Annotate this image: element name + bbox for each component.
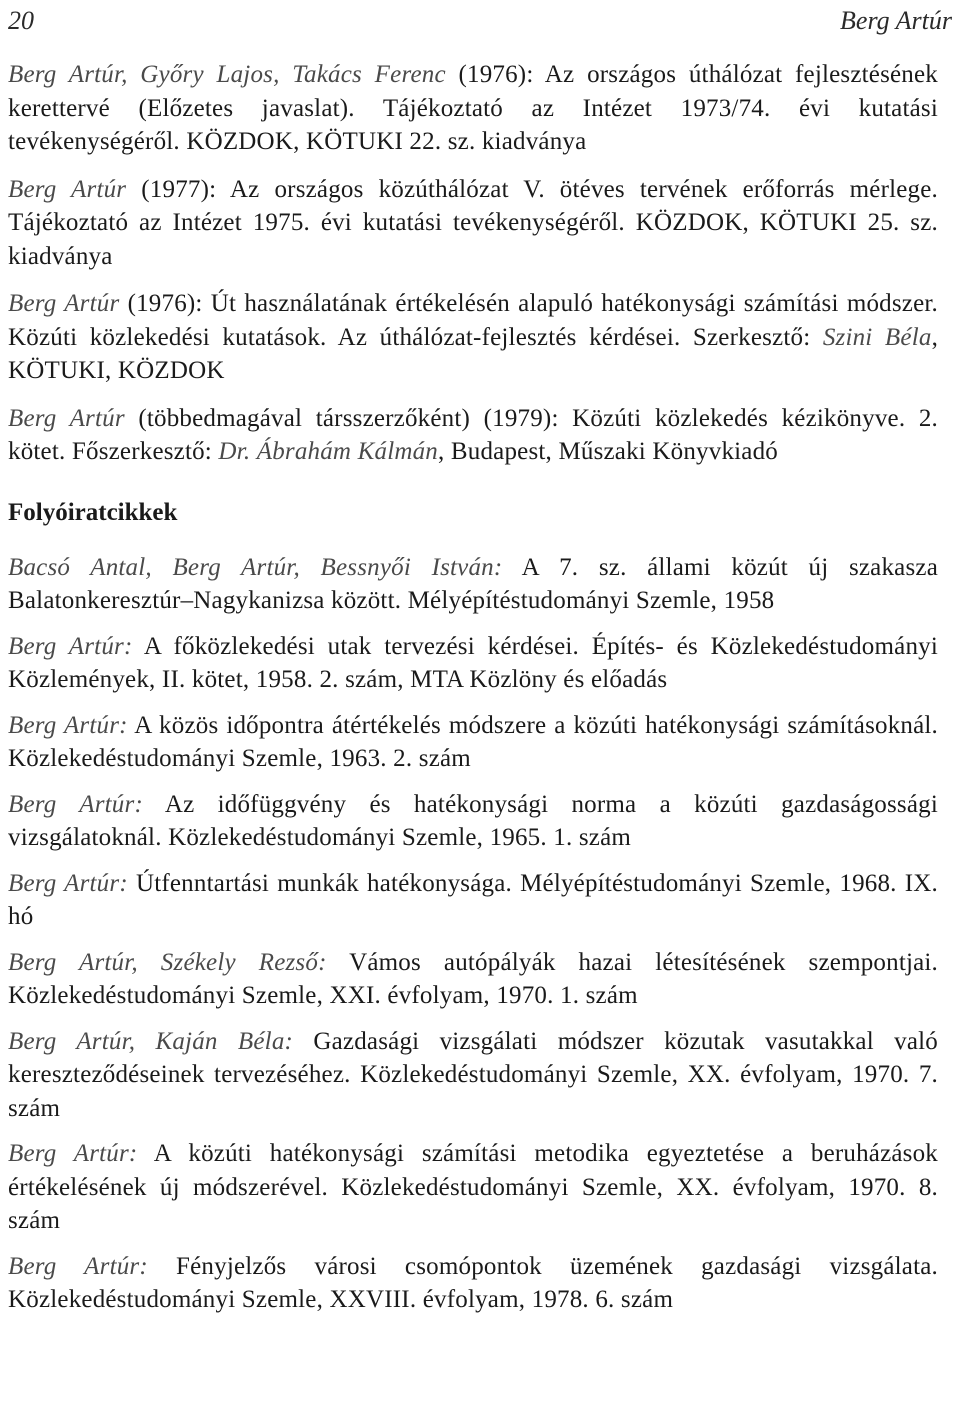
- bibliography-entry: [8, 1250, 938, 1317]
- bibliography-entry: [8, 287, 938, 388]
- entry-text: (1976): Út használatának értékelésén alapuló hatékonysági számítási módszer. Közúti közlekedési kutatások. Az úthálózat-fejlesztés kérdései. Szerkesztő:: [8, 290, 938, 351]
- bibliography-entry: [8, 630, 938, 697]
- entry-editor: Szini Béla: [822, 323, 932, 351]
- entry-editor: Dr. Ábrahám Kálmán: [218, 438, 438, 465]
- running-header: [8, 6, 952, 46]
- entry-authors: Berg Artúr:: [8, 869, 128, 897]
- bibliography-entry: [8, 946, 938, 1013]
- entry-text: (többedmagával társszerzőként) (1979): Közúti közlekedés kézikönyve. 2. kötet. Főszerkesztő:: [8, 404, 938, 465]
- bibliography: [8, 58, 938, 1329]
- bibliography-entry: [8, 173, 938, 274]
- entry-authors: Berg Artúr:: [8, 711, 128, 739]
- bibliography-entry: [8, 1025, 938, 1126]
- entry-authors: Berg Artúr:: [8, 1252, 148, 1280]
- bibliography-entry: [8, 709, 938, 776]
- entry-authors: Berg Artúr:: [8, 1140, 138, 1167]
- entry-authors: Berg Artúr:: [8, 632, 133, 660]
- entry-authors: Berg Artúr, Győry Lajos, Takács Ferenc: [8, 61, 446, 88]
- page-number: 20: [8, 6, 34, 35]
- entry-authors: Bacsó Antal, Berg Artúr, Bessnyői István:: [8, 553, 503, 581]
- entry-text: (1977): Az országos közúthálózat V. ötéves tervének erőforrás mérlege. Tájékoztató az Intézet 1975. évi kutatási tevékenységéről. KÖZDOK, KÖTUKI 25. sz. kiadványa: [8, 175, 938, 270]
- entry-text: Vámos autópályák hazai létesítésének szempontjai. Közlekedéstudományi Szemle, XXI. évfolyam, 1970. 1. szám: [8, 948, 939, 1009]
- running-title: Berg Artúr: [840, 6, 952, 35]
- entry-authors: Berg Artúr: [8, 175, 127, 203]
- bibliography-entry: [8, 788, 938, 855]
- entry-text: A közúti hatékonysági számítási metodika egyeztetése a beruházások értékelésének új módszerével. Közlekedéstudományi Szemle, XX. évfolyam, 1970. 8. szám: [8, 1140, 939, 1234]
- section-heading: Folyóiratcikkek: [8, 498, 178, 526]
- entry-authors: Berg Artúr, Kaján Béla:: [8, 1027, 294, 1055]
- entry-authors: Berg Artúr, Székely Rezső:: [8, 948, 327, 976]
- bibliography-entry: [8, 58, 938, 159]
- bibliography-entry: [8, 1137, 938, 1238]
- entry-text: Az időfüggvény és hatékonysági norma a közúti gazdaságossági vizsgálatoknál. Közlekedéstudományi Szemle, 1965. 1. szám: [8, 790, 938, 851]
- entry-text: Fényjelzős városi csomópontok üzemének gazdasági vizsgálata. Közlekedéstudományi Szemle, XXVIII. évfolyam, 1978. 6. szám: [8, 1252, 938, 1313]
- book-entries: [8, 58, 938, 469]
- entry-authors: Berg Artúr: [8, 290, 120, 317]
- entry-text-continued: , KÖTUKI, KÖZDOK: [8, 323, 939, 384]
- article-entries: [8, 551, 938, 1317]
- bibliography-entry: [8, 402, 938, 469]
- entry-text: A 7. sz. állami közút új szakasza Balatonkeresztúr–Nagykanizsa között. Mélyépítéstudományi Szemle, 1958: [8, 553, 938, 614]
- entry-text-continued: , Budapest, Műszaki Könyvkiadó: [438, 438, 778, 465]
- entry-text: (1976): Az országos úthálózat fejlesztésének kerettervé (Előzetes javaslat). Tájékoztató az Intézet 1973/74. évi kutatási tevékenységéről. KÖZDOK, KÖTUKI 22. sz. kiadványa: [8, 61, 938, 155]
- entry-authors: Berg Artúr: [8, 404, 125, 432]
- entry-text: A közös időpontra átértékelés módszere a közúti hatékonysági számításoknál. Közlekedéstudományi Szemle, 1963. 2. szám: [8, 711, 939, 772]
- entry-text: A főközlekedési utak tervezési kérdései. Építés- és Közlekedéstudományi Közlemények, II. kötet, 1958. 2. szám, MTA Közlöny és előadás: [8, 632, 938, 693]
- bibliography-entry: [8, 551, 938, 618]
- entry-text: Útfenntartási munkák hatékonysága. Mélyépítéstudományi Szemle, 1968. IX. hó: [8, 869, 938, 930]
- entry-authors: Berg Artúr:: [8, 790, 143, 818]
- entry-text: Gazdasági vizsgálati módszer közutak vasutakkal való kereszteződéseinek tervezéséhez. Közlekedéstudományi Szemle, XX. évfolyam, 1970. 7. szám: [8, 1027, 939, 1122]
- bibliography-entry: [8, 867, 938, 934]
